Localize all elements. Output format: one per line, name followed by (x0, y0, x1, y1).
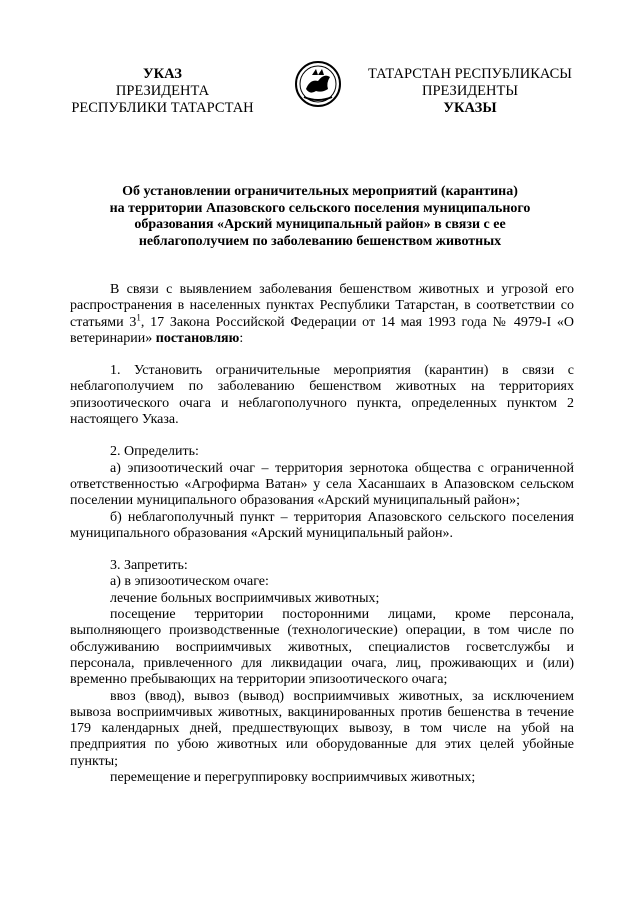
tatarstan-coat-of-arms-icon (294, 59, 342, 109)
header-right-line-3: УКАЗЫ (443, 100, 497, 116)
preamble-bold: постановляю (155, 330, 240, 346)
header-right-line-2: ПРЕЗИДЕНТЫ (421, 83, 519, 99)
title-line-1: Об установлении ограничительных мероприятий (карантина) (122, 184, 518, 199)
item-3a: а) в эпизоотическом очаге: (110, 574, 269, 590)
item-3a-4: перемещение и перегруппировку восприимчивых животных; (110, 770, 476, 786)
preamble-end: : (239, 330, 244, 346)
header-left-line-3: РЕСПУБЛИКИ ТАТАРСТАН (71, 100, 254, 116)
item-3a-3: ввоз (ввод), вывоз (вывод) восприимчивых животных, за исключением вывоза восприимчивых животных, вакцинированных против бешенства в течение 179 календарных дней, предшествующих вывозу, в том числе на убой на предприятия по убою животных или оборудованные для этих целей убойные пункты; (70, 688, 574, 769)
header-right (355, 66, 585, 117)
item-3a-2: посещение территории посторонними лицами, кроме персонала, выполняющего производственные (технологические) операции, в том числе по обслуживанию восприимчивых животных, специалистов госветслужбы и персонала, привлеченного для ликвидации очага, лиц, проживающих и (или) временно пребывающих на территории эпизоотического очага; (70, 607, 574, 688)
document-title (70, 184, 570, 250)
item-2b: б) неблагополучный пункт – территория Апазовского сельского поселения муниципального образования «Арский муниципальный район». (70, 509, 574, 541)
item-1: 1. Установить ограничительные мероприятия (карантин) в связи с неблагополучием по заболеванию бешенством животных на территориях эпизоотического очага и неблагополучного пункта, определенных пунктом 2 настоящего Указа. (70, 363, 574, 428)
item-3a-1: лечение больных восприимчивых животных; (110, 590, 380, 606)
preamble-superscript: 1 (136, 311, 141, 322)
header-right-line-1: ТАТАРСТАН РЕСПУБЛИКАСЫ (368, 66, 572, 82)
header-left-line-1: УКАЗ (143, 66, 182, 82)
header-left-line-2: ПРЕЗИДЕНТА (115, 83, 210, 99)
title-line-3: образования «Арский муниципальный район» в связи с ее (134, 217, 506, 232)
header-left (40, 66, 285, 117)
document-body (70, 282, 574, 786)
title-line-4: неблагополучием по заболеванию бешенством животных (138, 233, 502, 249)
preamble-text-cont: , 17 Закона Российской Федерации от 14 мая 1993 года № 4979-I «О ветеринарии» (70, 314, 575, 346)
preamble-text: В связи с выявлением заболевания бешенством животных и угрозой его распространения в населенных пунктах Республики Татарстан, в соответствии со статьями 3 (70, 282, 574, 330)
item-2a: а) эпизоотический очаг – территория зернотока общества с ограниченной ответственностью «Агрофирма Ватан» у села Хасаншаих в Апазовском сельском поселении муниципального образования «Арский муниципальный район»; (70, 460, 574, 509)
item-2: 2. Определить: (110, 444, 199, 460)
item-3: 3. Запретить: (110, 558, 188, 574)
title-line-2: на территории Апазовского сельского поселения муниципального (109, 200, 531, 216)
preamble-paragraph (70, 282, 574, 347)
